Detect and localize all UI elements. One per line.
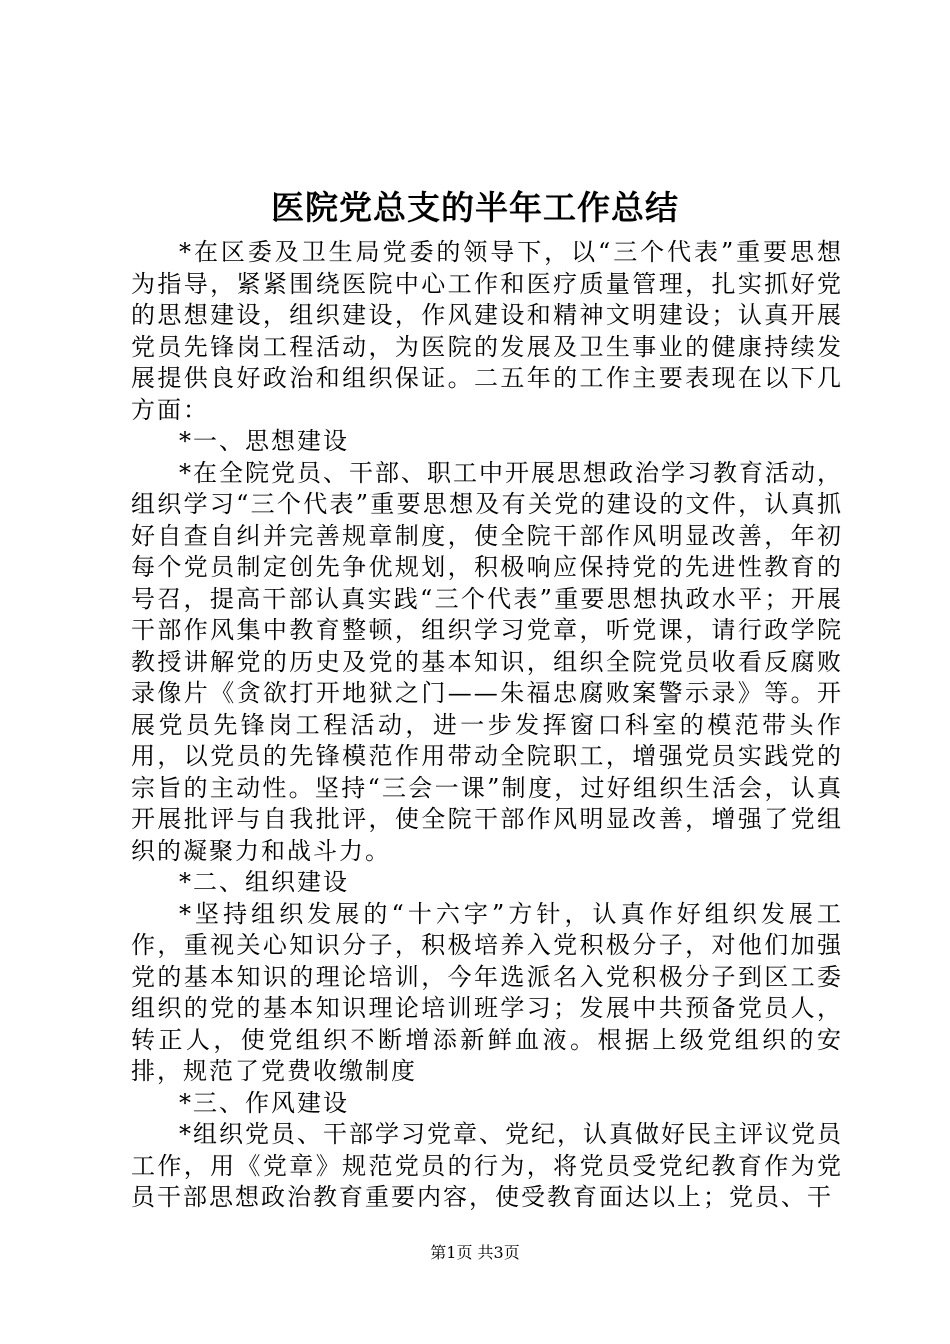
document-body [131,237,843,1214]
section-heading-organization: *二、组织建设 [179,868,349,896]
section-heading-work-style: *三、作风建设 [179,1088,349,1117]
section-heading-ideology: *一、思想建设 [179,427,349,455]
paragraph-work-style: *组织党员、干部学习党章、党纪，认真做好民主评议党员工作，用《党章》规范党员的行为，将党员受党纪教育作为党员干部思想政治教育重要内容，使受教育面达以上；党员、干 [131,1120,843,1211]
page-number-footer: 第1页 共3页 [430,1243,520,1262]
document-title: 医院党总支的半年工作总结 [271,188,679,227]
paragraph-intro: *在区委及卫生局党委的领导下，以“三个代表”重要思想为指导，紧紧围绕医院中心工作和医疗质量管理，扎实抓好党的思想建设，组织建设，作风建设和精神文明建设；认真开展党员先锋岗工程活动，为医院的发展及卫生事业的健康持续发展提供良好政治和组织保证。二五年的工作主要表现在以下几方面： [131,238,843,424]
paragraph-organization: *坚持组织发展的“十六字”方针，认真作好组织发展工作，重视关心知识分子，积极培养入党积极分子，对他们加强党的基本知识的理论培训，今年选派名入党积极分子到区工委组织的党的基本知识理论培训班学习；发展中共预备党员人，转正人，使党组织不断增添新鲜血液。根据上级党组织的安排，规范了党费收缴制度 [131,899,843,1085]
paragraph-ideology: *在全院党员、干部、职工中开展思想政治学习教育活动，组织学习“三个代表”重要思想及有关党的建设的文件，认真抓好自查自纠并完善规章制度，使全院干部作风明显改善，年初每个党员制定创先争优规划，积极响应保持党的先进性教育的号召，提高干部认真实践“三个代表”重要思想执政水平；开展干部作风集中教育整顿，组织学习党章，听党课，请行政学院教授讲解党的历史及党的基本知识，组织全院党员收看反腐败录像片《贪欲打开地狱之门——朱福忠腐败案警示录》等。开展党员先锋岗工程活动，进一步发挥窗口科室的模范带头作用，以党员的先锋模范作用带动全院职工，增强党员实践党的宗旨的主动性。坚持“三会一课”制度，过好组织生活会，认真开展批评与自我批评，使全院干部作风明显改善，增强了党组织的凝聚力和战斗力。 [131,458,843,865]
